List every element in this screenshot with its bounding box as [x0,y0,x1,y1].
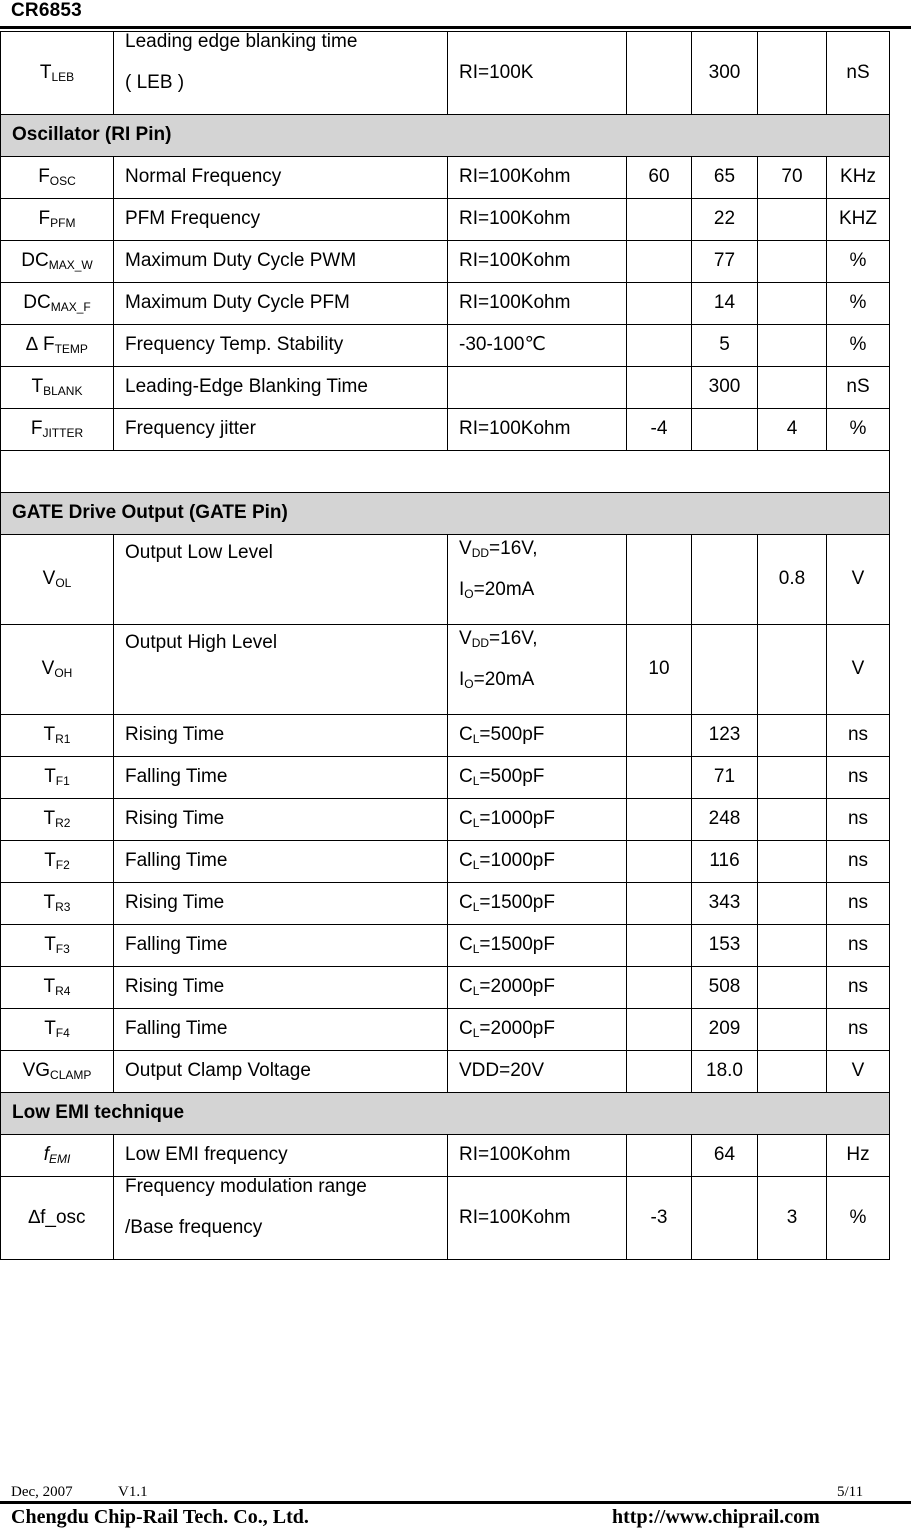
section-header-oscillator: Oscillator (RI Pin) [1,115,890,157]
max-cell [758,883,827,925]
section-header-emi: Low EMI technique [1,1093,890,1135]
max-cell [758,367,827,409]
unit-cell: ns [827,799,890,841]
unit-cell: ns [827,841,890,883]
table-row [1,799,890,841]
condition-cell: $C_L=500pF$ [448,715,627,757]
symbol-cell: $T_{LEB}$ [1,32,114,115]
condition-cell: VDD=20V [448,1051,627,1093]
parameter-cell: Leading edge blanking time ( LEB ) [114,32,448,115]
parameter-cell: PFM Frequency [114,199,448,241]
condition-cell: RI=100Kohm [448,157,627,199]
parameter-cell: Normal Frequency [114,157,448,199]
table-row [1,283,890,325]
condition-cell: $C_L=1500pF$ [448,925,627,967]
min-cell [627,367,692,409]
unit-cell: ns [827,715,890,757]
symbol-cell: $T_{F2}$ [1,841,114,883]
min-cell: -3 [627,1177,692,1260]
parameter-cell: Frequency Temp. Stability [114,325,448,367]
condition-cell: RI=100Kohm [448,199,627,241]
condition-cell: RI=100Kohm [448,1135,627,1177]
typ-cell: 18.0 [692,1051,758,1093]
table-row [1,625,890,715]
symbol-cell: $T_{R3}$ [1,883,114,925]
typ-cell: 116 [692,841,758,883]
condition-cell: RI=100Kohm [448,241,627,283]
min-cell [627,799,692,841]
condition-cell: RI=100Kohm [448,409,627,451]
typ-cell: 248 [692,799,758,841]
max-cell [758,925,827,967]
typ-cell: 77 [692,241,758,283]
unit-cell: V [827,535,890,625]
parameter-cell: Low EMI frequency [114,1135,448,1177]
parameter-cell: Rising Time [114,883,448,925]
condition-cell: RI=100K [448,32,627,115]
condition-cell: RI=100Kohm [448,1177,627,1260]
unit-cell: % [827,409,890,451]
unit-cell: V [827,625,890,715]
typ-cell: 209 [692,1009,758,1051]
footer-version: V1.1 [118,1484,148,1500]
table-row [1,535,890,625]
symbol-cell: $T_{R1}$ [1,715,114,757]
symbol-cell: $VG_{CLAMP}$ [1,1051,114,1093]
max-cell: 70 [758,157,827,199]
max-cell [758,799,827,841]
typ-cell: 123 [692,715,758,757]
footer-rule [0,1501,911,1504]
unit-cell: ns [827,883,890,925]
max-cell [758,283,827,325]
parameter-cell: Output Clamp Voltage [114,1051,448,1093]
typ-cell: 300 [692,32,758,115]
document-title: CR6853 [11,0,82,21]
table-row [1,325,890,367]
table-row [1,715,890,757]
symbol-cell: $T_{R2}$ [1,799,114,841]
typ-cell: 14 [692,283,758,325]
parameter-cell: Output High Level [114,625,448,715]
parameter-cell: Rising Time [114,715,448,757]
table-row [1,925,890,967]
condition-cell: $V_{DD}=16V$, $I_O=20mA$ [448,625,627,715]
max-cell [758,715,827,757]
min-cell [627,199,692,241]
min-cell [627,283,692,325]
empty-spacer-row [1,451,890,493]
min-cell [627,325,692,367]
symbol-cell: $DC_{MAX\_F}$ [1,283,114,325]
parameter-cell: Frequency modulation range /Base frequency [114,1177,448,1260]
min-cell [627,535,692,625]
table-row [1,1177,890,1260]
symbol-cell: $f_{EMI}$ [1,1135,114,1177]
symbol-cell: ∆ $F_{TEMP}$ [1,325,114,367]
unit-cell: % [827,1177,890,1260]
symbol-cell: $T_{R4}$ [1,967,114,1009]
condition-cell [448,367,627,409]
min-cell [627,1135,692,1177]
parameter-cell: Falling Time [114,757,448,799]
max-cell [758,625,827,715]
footer-company: Chengdu Chip-Rail Tech. Co., Ltd. [11,1506,309,1528]
table-row [1,967,890,1009]
max-cell [758,1135,827,1177]
table-row [1,367,890,409]
symbol-cell: $T_{BLANK}$ [1,367,114,409]
table-row [1,757,890,799]
unit-cell: nS [827,367,890,409]
unit-cell: ns [827,925,890,967]
parameter-cell: Output Low Level [114,535,448,625]
parameter-cell: Leading-Edge Blanking Time [114,367,448,409]
min-cell [627,32,692,115]
max-cell [758,757,827,799]
max-cell [758,841,827,883]
unit-cell: KHz [827,157,890,199]
unit-cell: V [827,1051,890,1093]
table-row [1,841,890,883]
unit-cell: nS [827,32,890,115]
parameter-cell: Rising Time [114,799,448,841]
typ-cell [692,409,758,451]
min-cell [627,1051,692,1093]
footer-page-number: 5/11 [837,1484,864,1500]
parameter-cell: Falling Time [114,1009,448,1051]
min-cell [627,883,692,925]
condition-cell: $C_L=1500pF$ [448,883,627,925]
typ-cell: 5 [692,325,758,367]
max-cell: 0.8 [758,535,827,625]
unit-cell: % [827,241,890,283]
max-cell [758,325,827,367]
min-cell: 60 [627,157,692,199]
typ-cell: 300 [692,367,758,409]
typ-cell: 65 [692,157,758,199]
unit-cell: ns [827,757,890,799]
typ-cell [692,1177,758,1260]
table-row [1,1051,890,1093]
condition-cell: -30-100℃ [448,325,627,367]
symbol-cell: ∆f_osc [1,1177,114,1260]
min-cell [627,241,692,283]
min-cell [627,757,692,799]
unit-cell: ns [827,1009,890,1051]
max-cell: 4 [758,409,827,451]
min-cell [627,925,692,967]
table-row [1,409,890,451]
min-cell: 10 [627,625,692,715]
condition-cell: $C_L=1000pF$ [448,799,627,841]
parameter-cell: Falling Time [114,925,448,967]
unit-cell: KHZ [827,199,890,241]
max-cell [758,967,827,1009]
min-cell [627,841,692,883]
typ-cell: 508 [692,967,758,1009]
condition-cell: $V_{DD}=16V$, $I_O=20mA$ [448,535,627,625]
symbol-cell: $T_{F4}$ [1,1009,114,1051]
condition-cell: $C_L=2000pF$ [448,967,627,1009]
min-cell [627,1009,692,1051]
max-cell [758,199,827,241]
symbol-cell: $V_{OL}$ [1,535,114,625]
parameter-cell: Maximum Duty Cycle PWM [114,241,448,283]
table-row [1,1135,890,1177]
unit-cell: ns [827,967,890,1009]
max-cell [758,1051,827,1093]
max-cell [758,241,827,283]
typ-cell: 64 [692,1135,758,1177]
max-cell [758,32,827,115]
parameter-cell: Rising Time [114,967,448,1009]
typ-cell: 343 [692,883,758,925]
parameter-cell: Frequency jitter [114,409,448,451]
min-cell: -4 [627,409,692,451]
header-rule [0,26,911,29]
section-header-gate: GATE Drive Output (GATE Pin) [1,493,890,535]
condition-cell: $C_L=500pF$ [448,757,627,799]
footer-url: http://www.chiprail.com [612,1506,820,1528]
condition-cell: $C_L=1000pF$ [448,841,627,883]
max-cell [758,1009,827,1051]
typ-cell [692,625,758,715]
table-row [1,1009,890,1051]
unit-cell: Hz [827,1135,890,1177]
symbol-cell: $F_{JITTER}$ [1,409,114,451]
symbol-cell: $T_{F3}$ [1,925,114,967]
typ-cell: 71 [692,757,758,799]
unit-cell: % [827,283,890,325]
condition-cell: RI=100Kohm [448,283,627,325]
symbol-cell: $F_{OSC}$ [1,157,114,199]
symbol-cell: $V_{OH}$ [1,625,114,715]
symbol-cell: $T_{F1}$ [1,757,114,799]
typ-cell: 153 [692,925,758,967]
table-row [1,883,890,925]
table-row [1,32,890,115]
max-cell: 3 [758,1177,827,1260]
table-row [1,157,890,199]
table-row [1,199,890,241]
condition-cell: $C_L=2000pF$ [448,1009,627,1051]
parameter-cell: Maximum Duty Cycle PFM [114,283,448,325]
typ-cell [692,535,758,625]
typ-cell: 22 [692,199,758,241]
symbol-cell: $F_{PFM}$ [1,199,114,241]
min-cell [627,967,692,1009]
unit-cell: % [827,325,890,367]
parameter-cell: Falling Time [114,841,448,883]
electrical-characteristics-table [0,31,890,1260]
footer-date: Dec, 2007 [11,1484,73,1500]
table-row [1,241,890,283]
min-cell [627,715,692,757]
symbol-cell: $DC_{MAX\_W}$ [1,241,114,283]
